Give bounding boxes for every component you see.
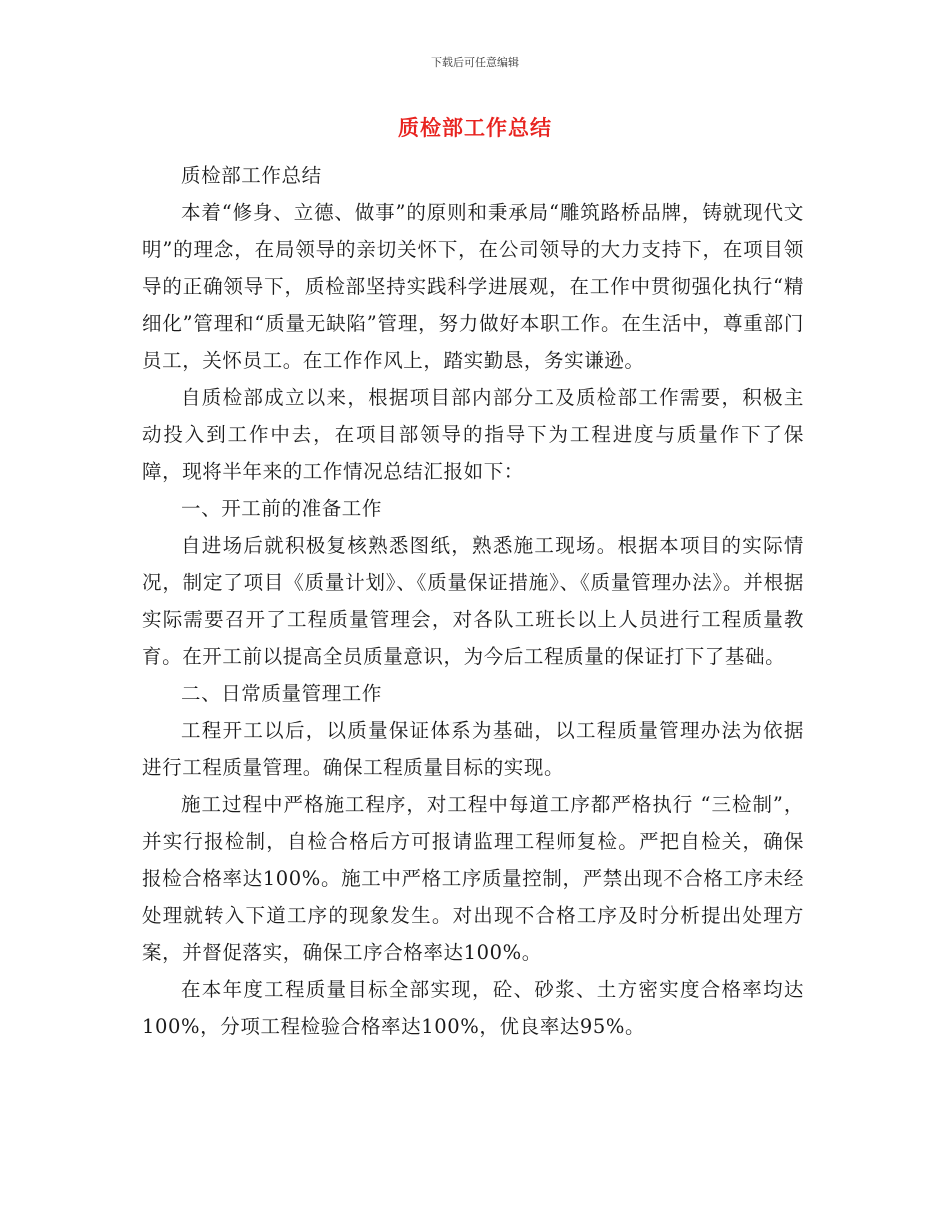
paragraph: 在本年度工程质量目标全部实现，砼、砂浆、土方密实度合格率均达100%，分项工程检验合格率达100%，优良率达95%。 xyxy=(142,978,804,1038)
paragraph: 自质检部成立以来，根据项目部内部分工及质检部工作需要，积极主动投入到工作中去，在项目部领导的指导下为工程进度与质量作下了保障，现将半年来的工作情况总结汇报如下： xyxy=(142,386,804,483)
document-title: 质检部工作总结 xyxy=(398,116,552,140)
paragraph: 施工过程中严格施工程序，对工程中每道工序都严格执行 “三检制”，并实行报检制，自检合格后方可报请监理工程师复检。严把自检关，确保报检合格率达100%。施工中严格工序质量控制，严禁出现不合格工序未经处理就转入下道工序的现象发生。对出现不合格工序及时分析提出处理方案，并督促落实，确保工序合格率达100%。 xyxy=(142,793,804,964)
document-body xyxy=(142,157,804,1045)
paragraph: 本着“修身、立德、做事”的原则和秉承局“雕筑路桥品牌，铸就现代文明”的理念，在局领导的亲切关怀下，在公司领导的大力支持下，在项目领导的正确领导下，质检部坚持实践科学进展观，在工作中贯彻强化执行“精细化”管理和“质量无缺陷”管理，努力做好本职工作。在生活中，尊重部门员工，关怀员工。在工作作风上，踏实勤恳，务实谦逊。 xyxy=(142,201,804,372)
paragraph: 自进场后就积极复核熟悉图纸，熟悉施工现场。根据本项目的实际情况，制定了项目《质量计划》、《质量保证措施》、《质量管理办法》。并根据实际需要召开了工程质量管理会，对各队工班长以上人员进行工程质量教育。在开工前以提高全员质量意识，为今后工程质量的保证打下了基础。 xyxy=(142,534,804,668)
section-heading-1: 一、开工前的准备工作 xyxy=(181,497,383,520)
paragraph-subtitle: 质检部工作总结 xyxy=(181,164,322,187)
paragraph: 工程开工以后，以质量保证体系为基础，以工程质量管理办法为依据进行工程质量管理。确保工程质量目标的实现。 xyxy=(142,719,804,779)
header-note: 下载后可任意编辑 xyxy=(431,56,519,69)
section-heading-2: 二、日常质量管理工作 xyxy=(181,682,383,705)
